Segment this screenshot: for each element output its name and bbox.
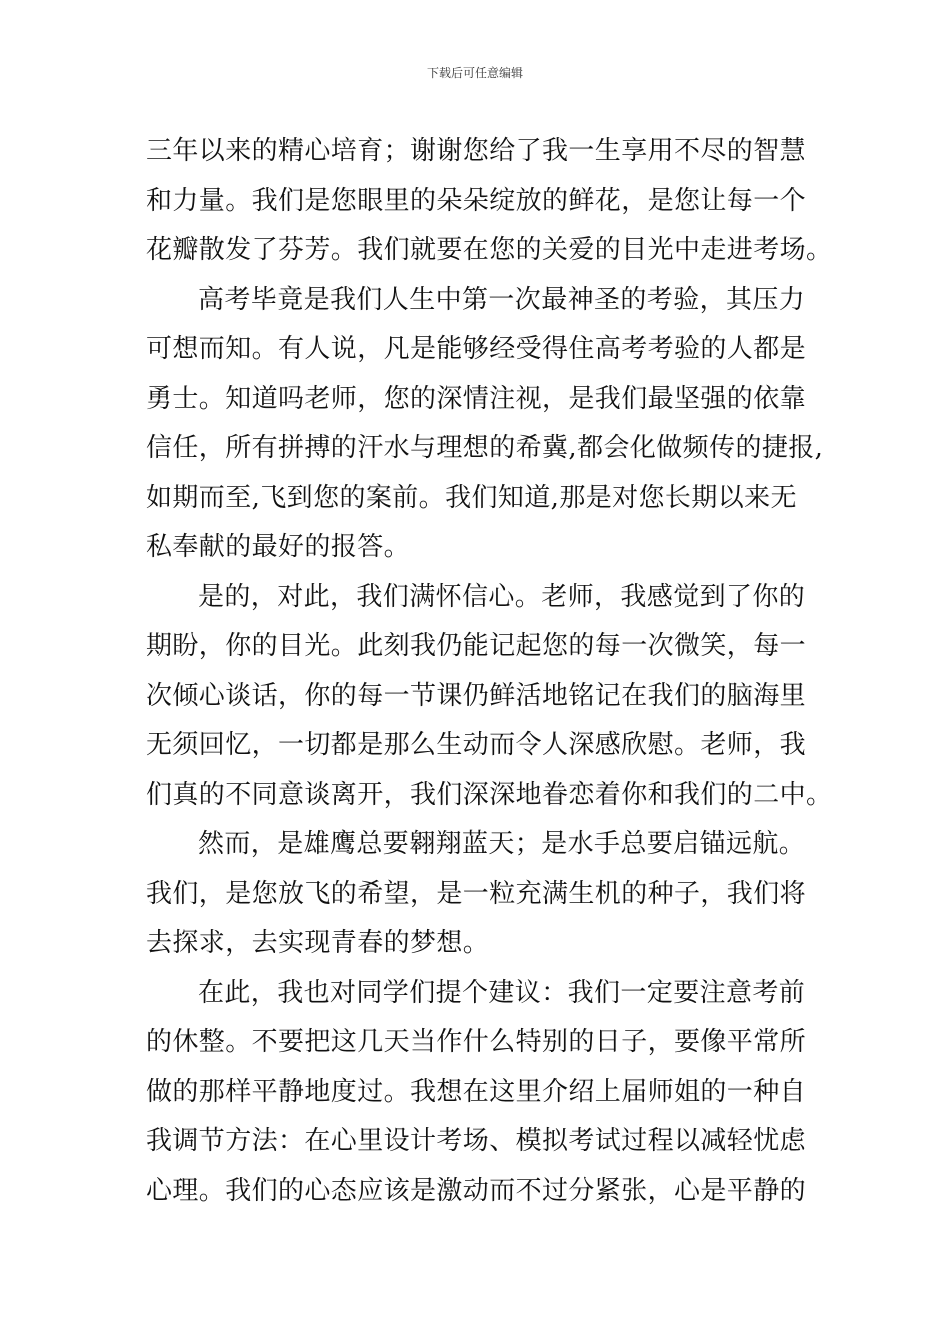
text-line: 可想而知。有人说，凡是能够经受得住高考考验的人都是: [146, 334, 807, 364]
text-line: 的休整。不要把这几天当作什么特别的日子，要像平常所: [146, 1027, 807, 1057]
text-line: 高考毕竟是我们人生中第一次最神圣的考验，其压力: [198, 284, 806, 315]
text-line: 在此，我也对同学们提个建议：我们一定要注意考前: [198, 977, 806, 1008]
text-line: 然而，是雄鹰总要翱翔蓝天；是水手总要启锚远航。: [198, 829, 806, 859]
text-line: 如期而至,飞到您的案前。我们知道,那是对您长期以来无: [146, 482, 797, 513]
text-line: 勇士。知道吗老师，您的深情注视，是我们最坚强的依靠: [146, 383, 807, 414]
text-line: 做的那样平静地度过。我想在这里介绍上届师姐的一种自: [146, 1076, 807, 1107]
text-line: 和力量。我们是您眼里的朵朵绽放的鲜花，是您让每一个: [146, 185, 807, 216]
text-line: 我调节方法：在心里设计考场、模拟考试过程以减轻忧虑: [146, 1126, 807, 1156]
document-body: [146, 127, 833, 1216]
text-line: 是的，对此，我们满怀信心。老师，我感觉到了你的: [198, 581, 806, 612]
text-line: 信任，所有拼搏的汗水与理想的希冀,都会化做频传的捷报,: [146, 433, 824, 463]
text-line: 无须回忆，一切都是那么生动而令人深感欣慰。老师，我: [146, 730, 807, 760]
text-line: 我们，是您放飞的希望，是一粒充满生机的种子，我们将: [146, 878, 807, 909]
page-header-note: 下载后可任意编辑: [426, 66, 523, 80]
text-line: 花瓣散发了芬芳。我们就要在您的关爱的目光中走进考场。: [146, 235, 833, 265]
text-line: 心理。我们的心态应该是激动而不过分紧张，心是平静的: [146, 1175, 807, 1206]
text-line: 次倾心谈话，你的每一节课仍鲜活地铭记在我们的脑海里: [146, 680, 807, 711]
text-line: 去探求，去实现青春的梦想。: [146, 928, 490, 958]
text-line: 私奉献的最好的报答。: [146, 532, 411, 562]
text-line: 三年以来的精心培育；谢谢您给了我一生享用不尽的智慧: [146, 136, 807, 166]
text-line: 们真的不同意谈离开，我们深深地眷恋着你和我们的二中。: [146, 779, 833, 810]
text-line: 期盼，你的目光。此刻我仍能记起您的每一次微笑，每一: [146, 631, 807, 661]
